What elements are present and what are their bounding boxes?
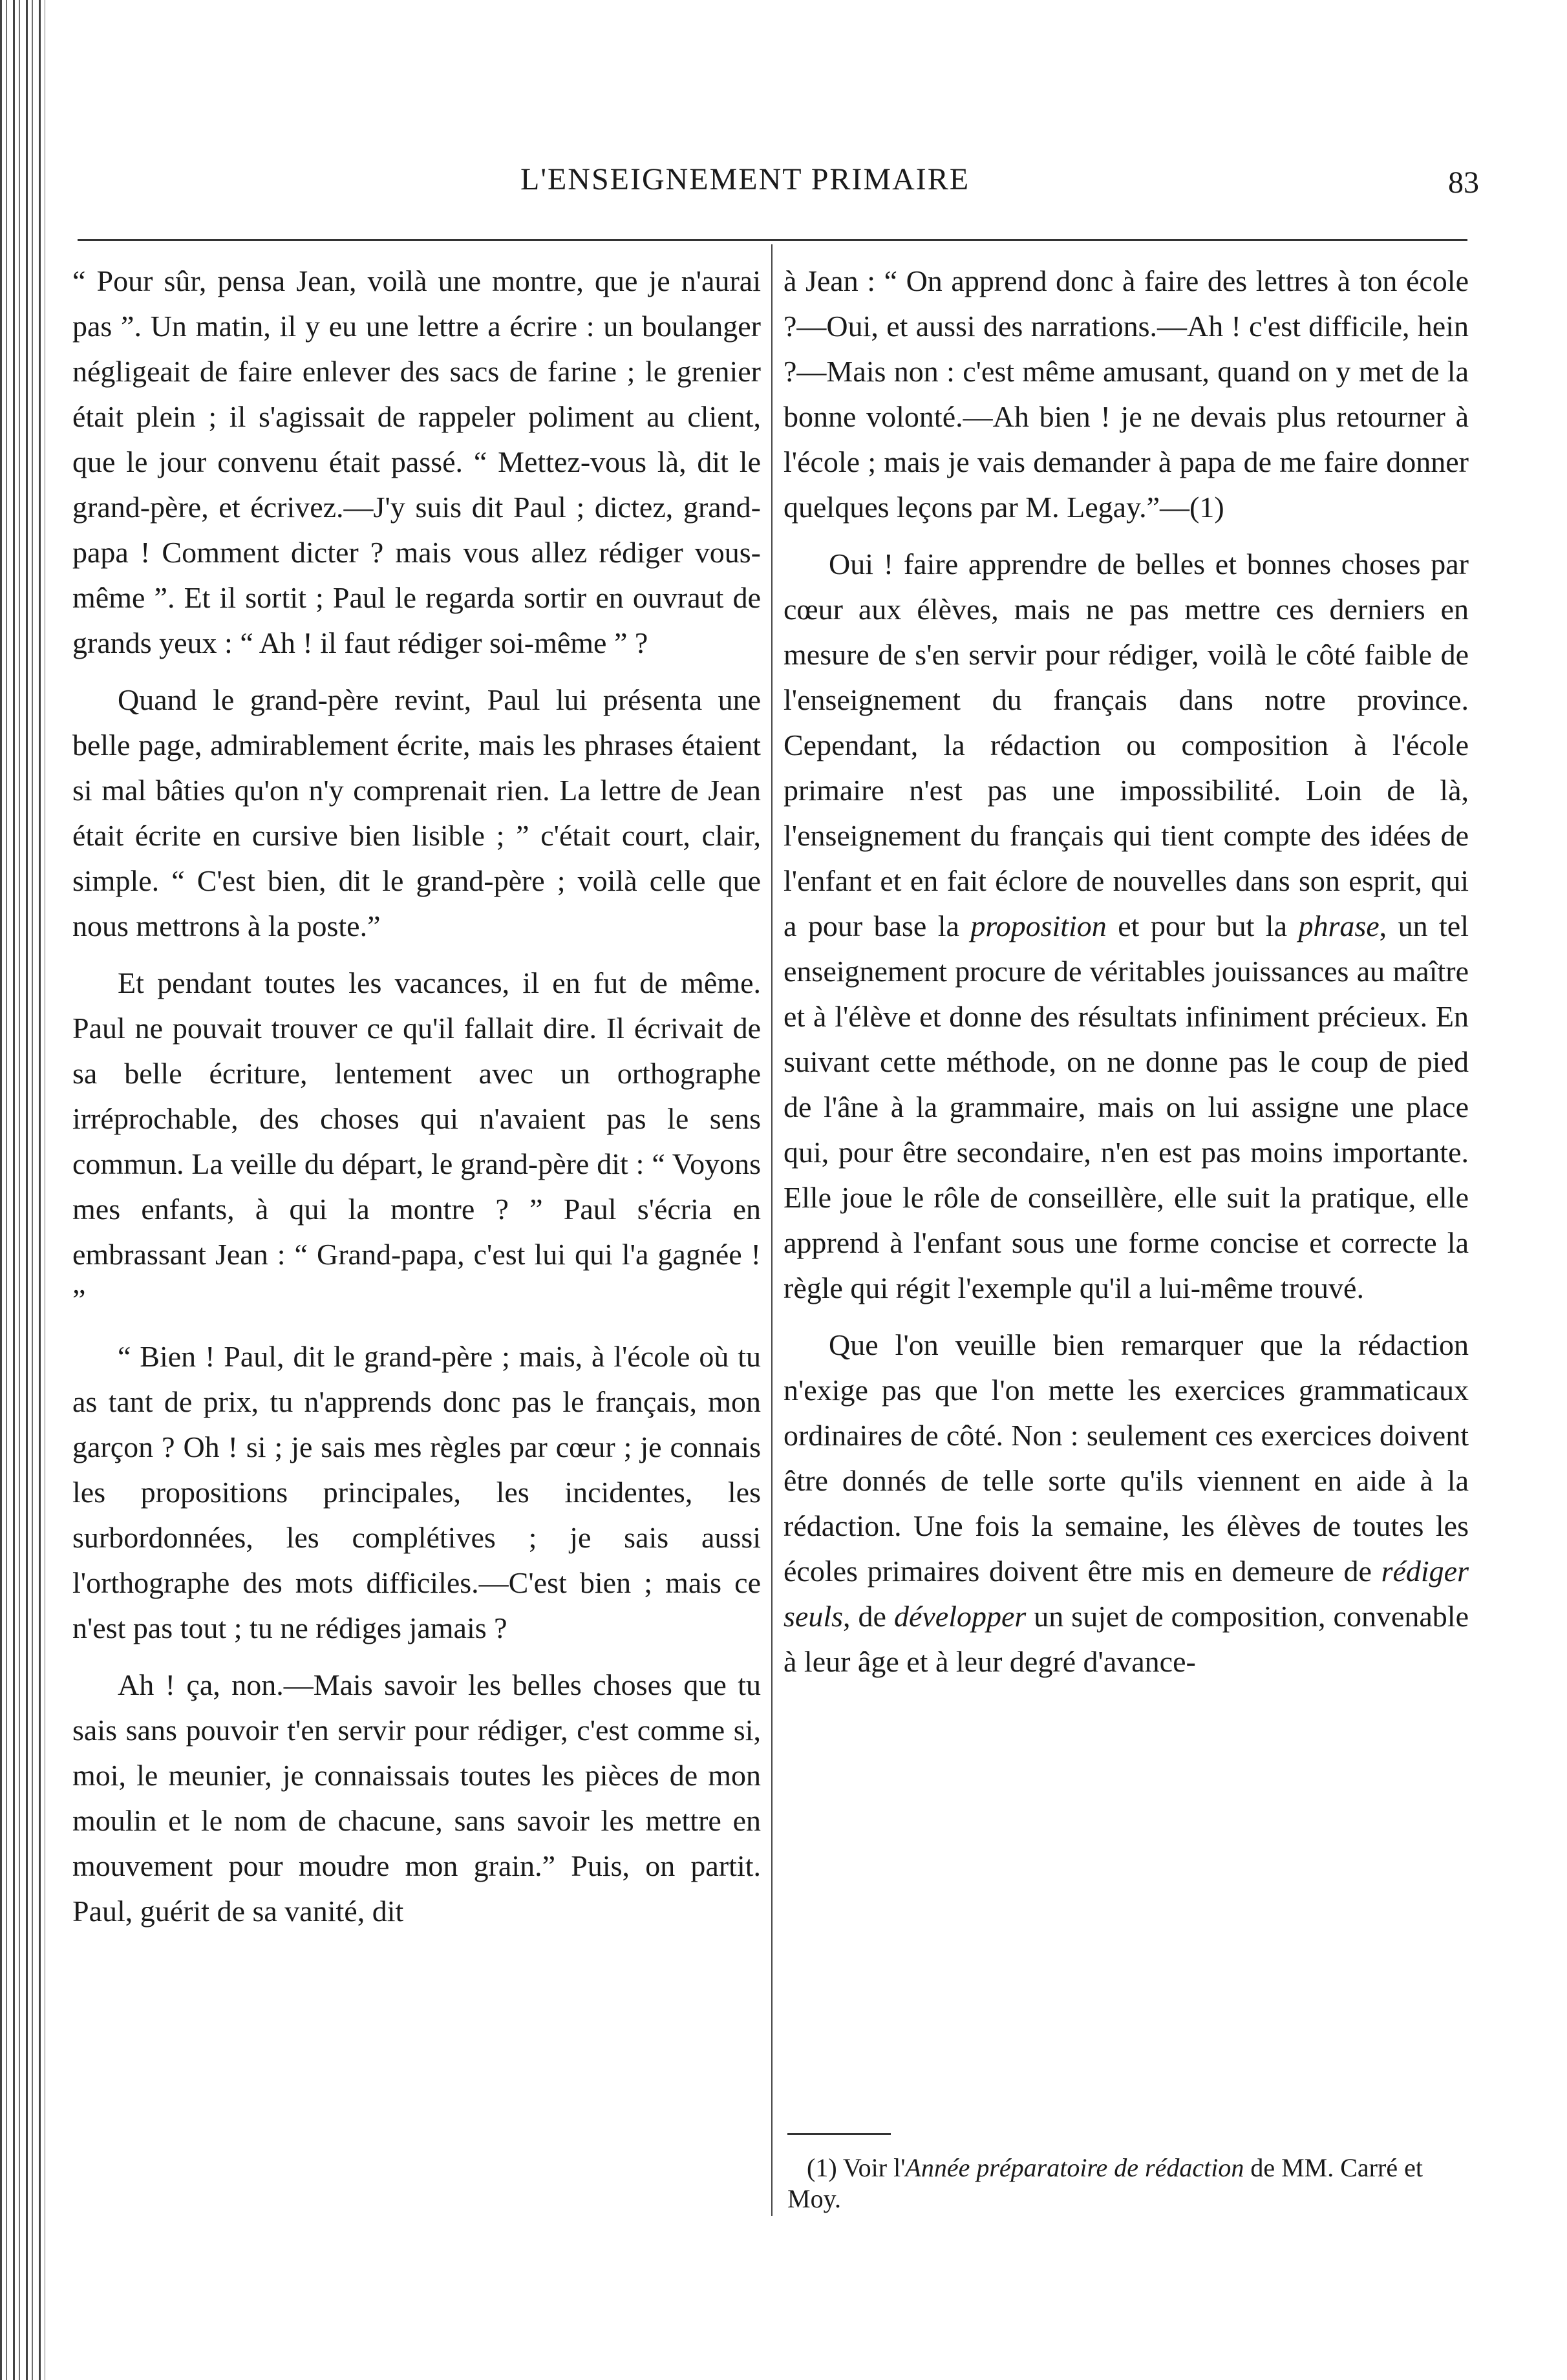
italic-term: développer <box>893 1600 1027 1633</box>
header-rule <box>78 239 1467 241</box>
text-run: Que l'on veuille bien remarquer que la rédaction n'exige pas que l'on mette les exercices grammaticaux ordinaires de côté. Non : seulement ces exercices doivent être donnés de telle sorte qu'ils viennent en aide à la rédaction. Une fois la semaine, les élèves de toutes les écoles primaires doivent être mis en demeure de <box>784 1328 1469 1588</box>
paragraph: Ah ! ça, non.—Mais savoir les belles choses que tu sais sans pouvoir t'en servir pour rédiger, c'est comme si, moi, le meunier, je connaissais toutes les pièces de mon moulin et le nom de chacune, sans savoir les mettre en mouvement pour moudre mon grain.” Puis, on partit. Paul, guérit de sa vanité, dit <box>72 1668 761 1928</box>
footnote-rule <box>787 2133 891 2135</box>
text-run: Oui ! faire apprendre de belles et bonnes choses par cœur aux élèves, mais ne pas mettre ces derniers en mesure de s'en servir pour rédiger, voilà le côté faible de l'enseignement du français dans notre province. Cependant, la rédaction ou composition à l'école primaire n'est pas une impossibilité. Loin de là, l'enseignement du français qui tient compte des idées de l'enfant et en fait éclore de nouvelles dans son esprit, qui a pour base la <box>784 547 1469 942</box>
text-run: et pour but la <box>1106 909 1299 942</box>
text-run: , de <box>843 1600 894 1633</box>
column-divider <box>771 244 773 2216</box>
italic-term: phrase <box>1298 909 1380 942</box>
page-number: 83 <box>1448 165 1479 200</box>
paragraph: “ Bien ! Paul, dit le grand-père ; mais, à l'école où tu as tant de prix, tu n'apprends donc pas le français, mon garçon ? Oh ! si ; je sais mes règles par cœur ; je connais les propositions principales, les incidentes, les surbordonnées, les complétives ; je sais aussi l'orthographe des mots difficiles.—C'est bien ; mais ce n'est pas tout ; tu ne rédiges jamais ? <box>72 1340 761 1644</box>
footnote-prefix: (1) Voir l' <box>807 2153 906 2182</box>
paragraph <box>784 1323 1469 1684</box>
text-run: , un tel enseignement procure de véritables jouissances au maître et à l'élève et donne des résultats infiniment précieux. En suivant cette méthode, on ne donne pas le coup de pied de l'âne à la grammaire, mais on lui assigne une place qui, pour être secondaire, n'en est pas moins importante. Elle joue le rôle de conseillère, elle suit la pratique, elle apprend à l'enfant sous une forme concise et correcte la règle qui régit l'exemple qu'il a lui-même trouvé. <box>784 909 1469 1304</box>
italic-term: proposition <box>970 909 1107 942</box>
paragraph: Et pendant toutes les vacances, il en fut de même. Paul ne pouvait trouver ce qu'il fallait dire. Il écrivait de sa belle écriture, lentement avec un orthographe irréprochable, des choses qui n'avaient pas le sens commun. La veille du départ, le grand-père dit : “ Voyons mes enfants, à qui la montre ? ” Paul s'écria en embrassant Jean : “ Grand-papa, c'est lui qui l'a gagnée ! ” <box>72 966 761 1316</box>
paragraph <box>784 542 1469 1311</box>
paragraph: “ Pour sûr, pensa Jean, voilà une montre, que je n'aurai pas ”. Un matin, il y eu une lettre a écrire : un boulanger négligeait de faire enlever des sacs de farine ; le grenier était plein ; il s'agissait de rappeler poliment au client, que le jour convenu était passé. “ Mettez-vous là, dit le grand-père, et écrivez.—J'y suis dit Paul ; dictez, grand-papa ! Comment dicter ? mais vous allez rédiger vous-même ”. Et il sortit ; Paul le regarda sortir en ouvraut de grands yeux : “ Ah ! il faut rédiger soi-même ” ? <box>72 264 761 659</box>
text-run: un sujet de composition, convenable à leur âge et à leur degré d'avance- <box>784 1600 1469 1678</box>
footnote-title: Année préparatoire de rédaction <box>905 2153 1244 2182</box>
footnote-suffix: de MM. Carré et Moy. <box>787 2153 1423 2213</box>
paragraph: Quand le grand-père revint, Paul lui présenta une belle page, admirablement écrite, mais les phrases étaient si mal bâties qu'on n'y comprenait rien. La lettre de Jean était écrite en cursive bien lisible ; ” c'était court, clair, simple. “ C'est bien, dit le grand-père ; voilà celle que nous mettrons à la poste.” <box>72 683 761 942</box>
italic-term: rédiger seuls <box>784 1555 1469 1633</box>
right-column <box>784 259 1469 1696</box>
footnote <box>787 2152 1466 2215</box>
running-head: L'ENSEIGNEMENT PRIMAIRE <box>520 162 970 197</box>
left-column <box>72 259 761 1946</box>
binding-edge <box>0 0 45 2380</box>
paragraph: à Jean : “ On apprend donc à faire des lettres à ton école ?—Oui, et aussi des narrations.—Ah ! c'est difficile, hein ?—Mais non : c'est même amusant, quand on y met de la bonne volonté.—Ah bien ! je ne devais plus retourner à l'école ; mais je vais demander à papa de me faire donner quelques leçons par M. Legay.”—(1) <box>784 264 1469 524</box>
